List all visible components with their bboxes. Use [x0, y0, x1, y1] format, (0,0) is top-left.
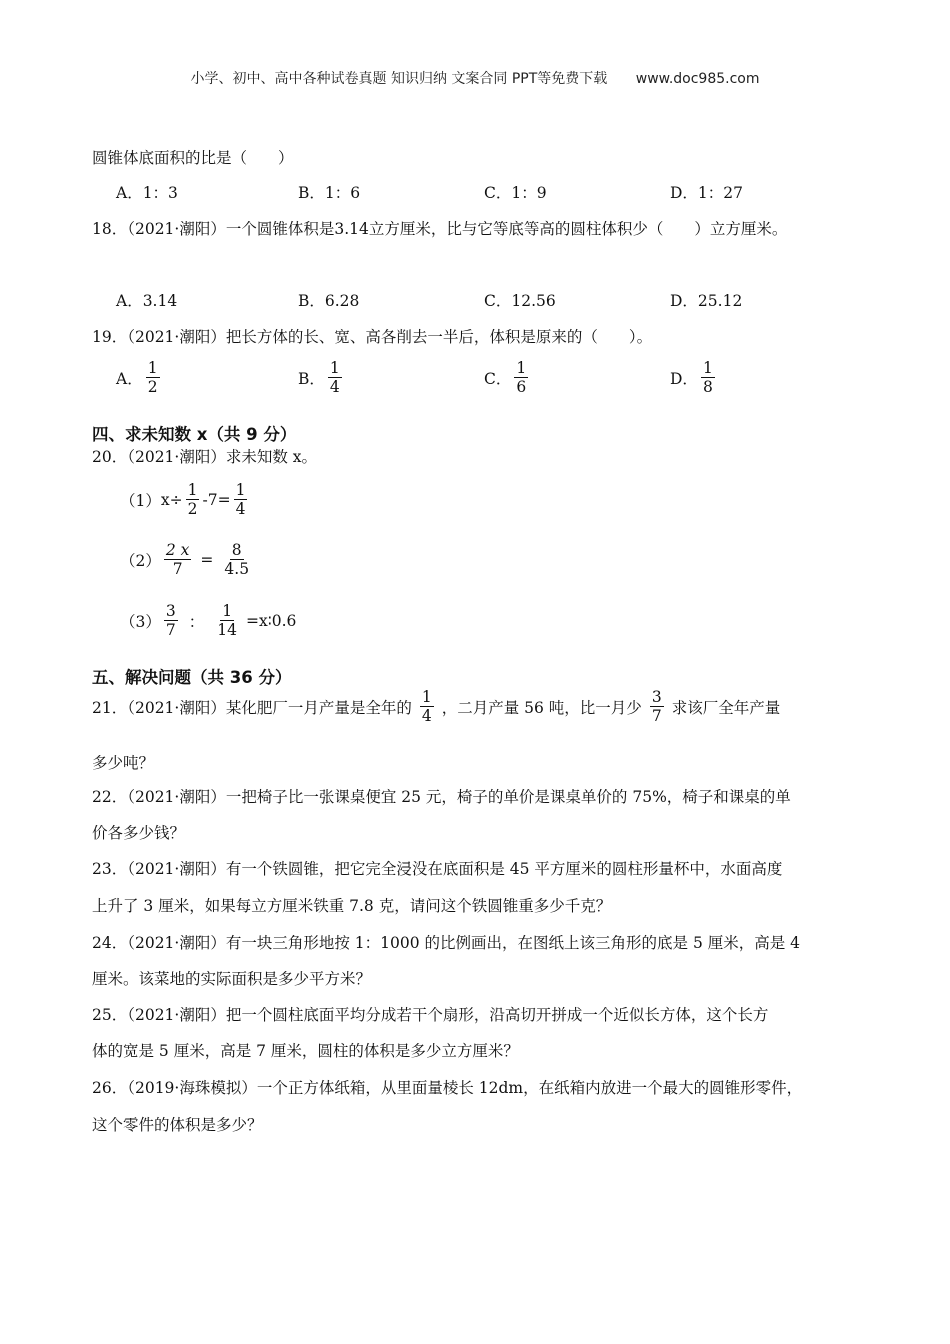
q23-line-1: 23．（2021·潮阳）有一个铁圆锥，把它完全浸没在底面积是 45 平方厘米的圆柱形量杯中，水面高度	[92, 860, 783, 878]
fraction	[234, 482, 248, 518]
fraction	[186, 482, 200, 518]
q26-line-2: 这个零件的体积是多少？	[92, 1116, 263, 1134]
numerator: 3	[651, 688, 662, 706]
fraction	[164, 603, 178, 639]
equation-label: （3）	[120, 612, 161, 631]
denominator: 14	[217, 621, 237, 640]
q25-line-2: 体的宽是 5 厘米，高是 7 厘米，圆柱的体积是多少立方厘米？	[92, 1042, 519, 1060]
numerator: 2 x	[165, 541, 190, 559]
q18-text: 18．（2021·潮阳）一个圆锥体积是3.14立方厘米，比与它等底等高的圆柱体积少（ ）立方厘米。	[92, 220, 788, 238]
denominator: 4.5	[224, 560, 250, 579]
fraction	[420, 689, 434, 725]
q17-option-b: B．1：6	[298, 184, 361, 202]
equation-text: ：	[188, 612, 205, 631]
option-label: A．	[116, 369, 143, 388]
denominator: 2	[147, 378, 158, 397]
denominator: 4	[329, 378, 340, 397]
denominator: 4	[421, 707, 432, 726]
q18-option-d: D．25.12	[670, 292, 743, 310]
option-label: C．	[484, 369, 512, 388]
equation-label: （1）	[120, 491, 161, 510]
fraction	[164, 542, 192, 578]
q24-line-2: 厘米。该菜地的实际面积是多少平方米？	[92, 970, 372, 988]
denominator: 7	[172, 560, 183, 579]
denominator: 7	[165, 621, 176, 640]
q25-line-1: 25．（2021·潮阳）把一个圆柱底面平均分成若干个扇形，沿高切开拼成一个近似长方体，这个长方	[92, 1006, 769, 1024]
denominator: 6	[516, 378, 527, 397]
q21-line-2: 多少吨？	[92, 754, 155, 772]
option-label: D．	[670, 369, 698, 388]
equation-label: （2）	[120, 551, 161, 570]
equation-1	[120, 482, 250, 518]
q18-option-b: B．6.28	[298, 292, 360, 310]
q21-text: 求该厂全年产量	[671, 698, 781, 717]
equation-3	[120, 603, 296, 639]
equation-text: x÷	[160, 490, 183, 509]
header-text: 小学、初中、高中各种试卷真题 知识归纳 文案合同 PPT等免费下载	[190, 71, 608, 87]
denominator: 2	[187, 500, 198, 519]
q19-option-c	[484, 360, 531, 396]
numerator: 1	[222, 602, 233, 620]
fraction	[650, 689, 664, 725]
denominator: 7	[651, 707, 662, 726]
header-site: www.doc985.com	[635, 71, 760, 87]
numerator: 1	[147, 359, 158, 377]
equation-text: =	[200, 550, 214, 569]
equation-text: -7=	[202, 490, 231, 509]
q19-text: 19．（2021·潮阳）把长方体的长、宽、高各削去一半后，体积是原来的（ ）。	[92, 328, 653, 346]
q19-option-d	[670, 360, 718, 396]
numerator: 3	[165, 602, 176, 620]
q26-line-1: 26．（2019·海珠模拟）一个正方体纸箱，从里面量棱长 12dm，在纸箱内放进一个最大的圆锥形零件，	[92, 1079, 803, 1097]
q17-option-c: C．1：9	[484, 184, 547, 202]
denominator: 8	[702, 378, 713, 397]
numerator: 1	[235, 481, 246, 499]
q18-option-a: A．3.14	[116, 292, 178, 310]
q23-line-2: 上升了 3 厘米，如果每立方厘米铁重 7.8 克，请问这个铁圆锥重多少千克？	[92, 897, 612, 915]
fraction	[146, 360, 160, 396]
q24-line-1: 24．（2021·潮阳）有一块三角形地按 1：1000 的比例画出，在图纸上该三角形的底是 5 厘米，高是 4	[92, 934, 801, 952]
section-5-heading: 五、解决问题（共 36 分）	[92, 668, 292, 687]
equation-text: =x∶0.6	[246, 611, 297, 630]
denominator: 4	[235, 500, 246, 519]
fraction	[514, 360, 528, 396]
q21-line-1	[92, 689, 780, 725]
numerator: 1	[187, 481, 198, 499]
q18-option-c: C．12.56	[484, 292, 556, 310]
q21-text: 21．（2021·潮阳）某化肥厂一月产量是全年的	[92, 698, 412, 717]
q19-option-b	[298, 360, 345, 396]
numerator: 1	[516, 359, 527, 377]
numerator: 1	[329, 359, 340, 377]
numerator: 1	[702, 359, 713, 377]
numerator: 8	[231, 541, 242, 559]
numerator: 1	[421, 688, 432, 706]
q19-option-a	[116, 360, 163, 396]
section-4-heading: 四、求未知数 x（共 9 分）	[92, 425, 297, 444]
fraction	[701, 360, 715, 396]
q17-option-d: D．1：27	[670, 184, 744, 202]
q17-tail: 圆锥体底面积的比是（ ）	[92, 149, 294, 167]
q22-line-2: 价各多少钱？	[92, 824, 186, 842]
q21-text: ，二月产量 56 吨，比一月少	[441, 698, 642, 717]
fraction	[328, 360, 342, 396]
fraction	[215, 603, 239, 639]
q17-option-a: A．1：3	[116, 184, 178, 202]
page-header	[0, 68, 950, 88]
fraction	[222, 542, 251, 578]
q20-text: 20．（2021·潮阳）求未知数 x。	[92, 448, 318, 466]
equation-2	[120, 542, 254, 578]
q22-line-1: 22．（2021·潮阳）一把椅子比一张课桌便宜 25 元，椅子的单价是课桌单价的 75%，椅子和课桌的单	[92, 788, 791, 806]
option-label: B．	[298, 369, 325, 388]
